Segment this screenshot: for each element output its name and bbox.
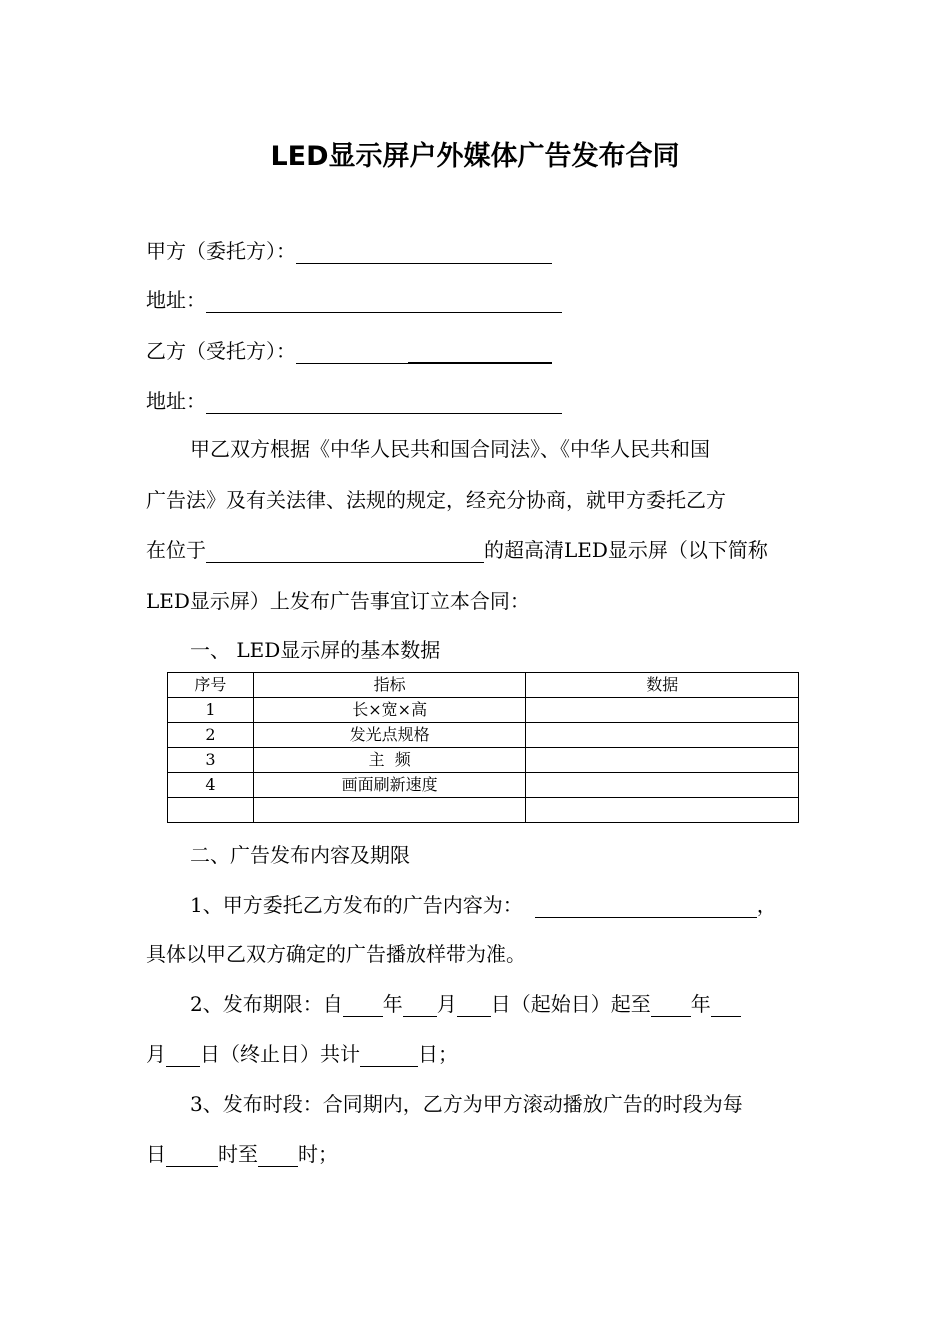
clause-1-line-1: [190, 892, 777, 918]
clause-1-line-2: 具体以甲乙双方确定的广告播放样带为准。: [146, 942, 526, 966]
section-1-heading: 一、 LED显示屏的基本数据: [190, 638, 441, 662]
clause-3-line-2: [146, 1141, 338, 1167]
end-month-blank[interactable]: [711, 996, 741, 1017]
table-header-row: [168, 673, 799, 698]
table-cell: 长×宽×高: [253, 698, 526, 723]
address-a-blank[interactable]: [206, 292, 562, 313]
clause-2-year: 年: [382, 992, 403, 1016]
clause-3-to: 时至: [218, 1142, 258, 1166]
address-b-line: [146, 388, 562, 414]
intro-line-3-start: 在位于: [146, 538, 206, 562]
total-days-blank[interactable]: [360, 1046, 418, 1067]
location-blank[interactable]: [206, 542, 484, 563]
intro-line-1: 甲乙双方根据《中华人民共和国合同法》、《中华人民共和国: [190, 437, 710, 461]
party-a-label: 甲方（委托方）：: [146, 239, 296, 263]
party-b-line: [146, 338, 552, 364]
clause-1-comma: ，: [756, 893, 777, 917]
table-row: [168, 748, 799, 773]
party-a-line: [146, 238, 552, 264]
table-row: [168, 698, 799, 723]
table-cell: 1: [168, 698, 254, 723]
start-year-blank[interactable]: [343, 996, 383, 1017]
clause-2-year-2: 年: [690, 992, 711, 1016]
clause-2-line-1: [190, 991, 741, 1017]
table-cell: 发光点规格: [253, 723, 526, 748]
start-month-blank[interactable]: [403, 996, 437, 1017]
table-cell[interactable]: [526, 798, 799, 823]
table-cell[interactable]: [526, 723, 799, 748]
clause-2-month-2: 月: [146, 1042, 166, 1066]
party-b-blank[interactable]: [296, 343, 408, 364]
start-day-blank[interactable]: [457, 996, 491, 1017]
clause-2-line-2: [146, 1041, 458, 1067]
table-row: [168, 773, 799, 798]
table-cell: 画面刷新速度: [253, 773, 526, 798]
start-hour-blank[interactable]: [166, 1146, 218, 1167]
intro-line-3-end: 的超高清LED显示屏（以下简称: [484, 538, 768, 562]
address-a-label: 地址：: [146, 288, 206, 312]
end-year-blank[interactable]: [651, 996, 691, 1017]
clause-2-end: 日（终止日）共计: [200, 1042, 360, 1066]
party-a-blank[interactable]: [296, 243, 552, 264]
table-header-cell: 序号: [168, 673, 254, 698]
party-b-label: 乙方（受托方）：: [146, 339, 296, 363]
ad-content-blank[interactable]: [535, 897, 757, 918]
end-day-blank[interactable]: [166, 1046, 200, 1067]
clause-2-month: 月: [436, 992, 457, 1016]
clause-3-end: 时；: [298, 1142, 338, 1166]
address-b-blank[interactable]: [206, 393, 562, 414]
table-cell[interactable]: [168, 798, 254, 823]
clause-2-text: 2、发布期限：自: [190, 992, 343, 1016]
clause-1-text: 1、甲方委托乙方发布的广告内容为：: [190, 893, 523, 917]
table-cell: 4: [168, 773, 254, 798]
page-title: LED显示屏户外媒体广告发布合同: [270, 141, 680, 172]
intro-line-2: 广告法》及有关法律、法规的规定，经充分协商，就甲方委托乙方: [146, 488, 726, 512]
intro-line-3: [146, 537, 768, 563]
table-cell: 主 频: [253, 748, 526, 773]
clause-2-start: 日（起始日）起至: [490, 992, 651, 1016]
table-cell[interactable]: [526, 698, 799, 723]
table-cell[interactable]: [526, 748, 799, 773]
led-spec-table: [167, 672, 799, 823]
clause-3-line-1: 3、发布时段：合同期内，乙方为甲方滚动播放广告的时段为每: [190, 1092, 743, 1116]
address-a-line: [146, 287, 562, 313]
address-b-label: 地址：: [146, 389, 206, 413]
table-row: [168, 723, 799, 748]
table-cell[interactable]: [253, 798, 526, 823]
clause-2-days: 日；: [418, 1042, 458, 1066]
section-2-heading: 二、广告发布内容及期限: [190, 843, 410, 867]
party-b-blank-2[interactable]: [408, 342, 552, 364]
table-header-cell: 数据: [526, 673, 799, 698]
table-cell: 3: [168, 748, 254, 773]
table-cell[interactable]: [526, 773, 799, 798]
end-hour-blank[interactable]: [258, 1146, 298, 1167]
table-header-cell: 指标: [253, 673, 526, 698]
clause-3-day: 日: [146, 1142, 166, 1166]
table-cell: 2: [168, 723, 254, 748]
table-row: [168, 798, 799, 823]
intro-line-4: LED显示屏）上发布广告事宜订立本合同：: [146, 589, 530, 613]
